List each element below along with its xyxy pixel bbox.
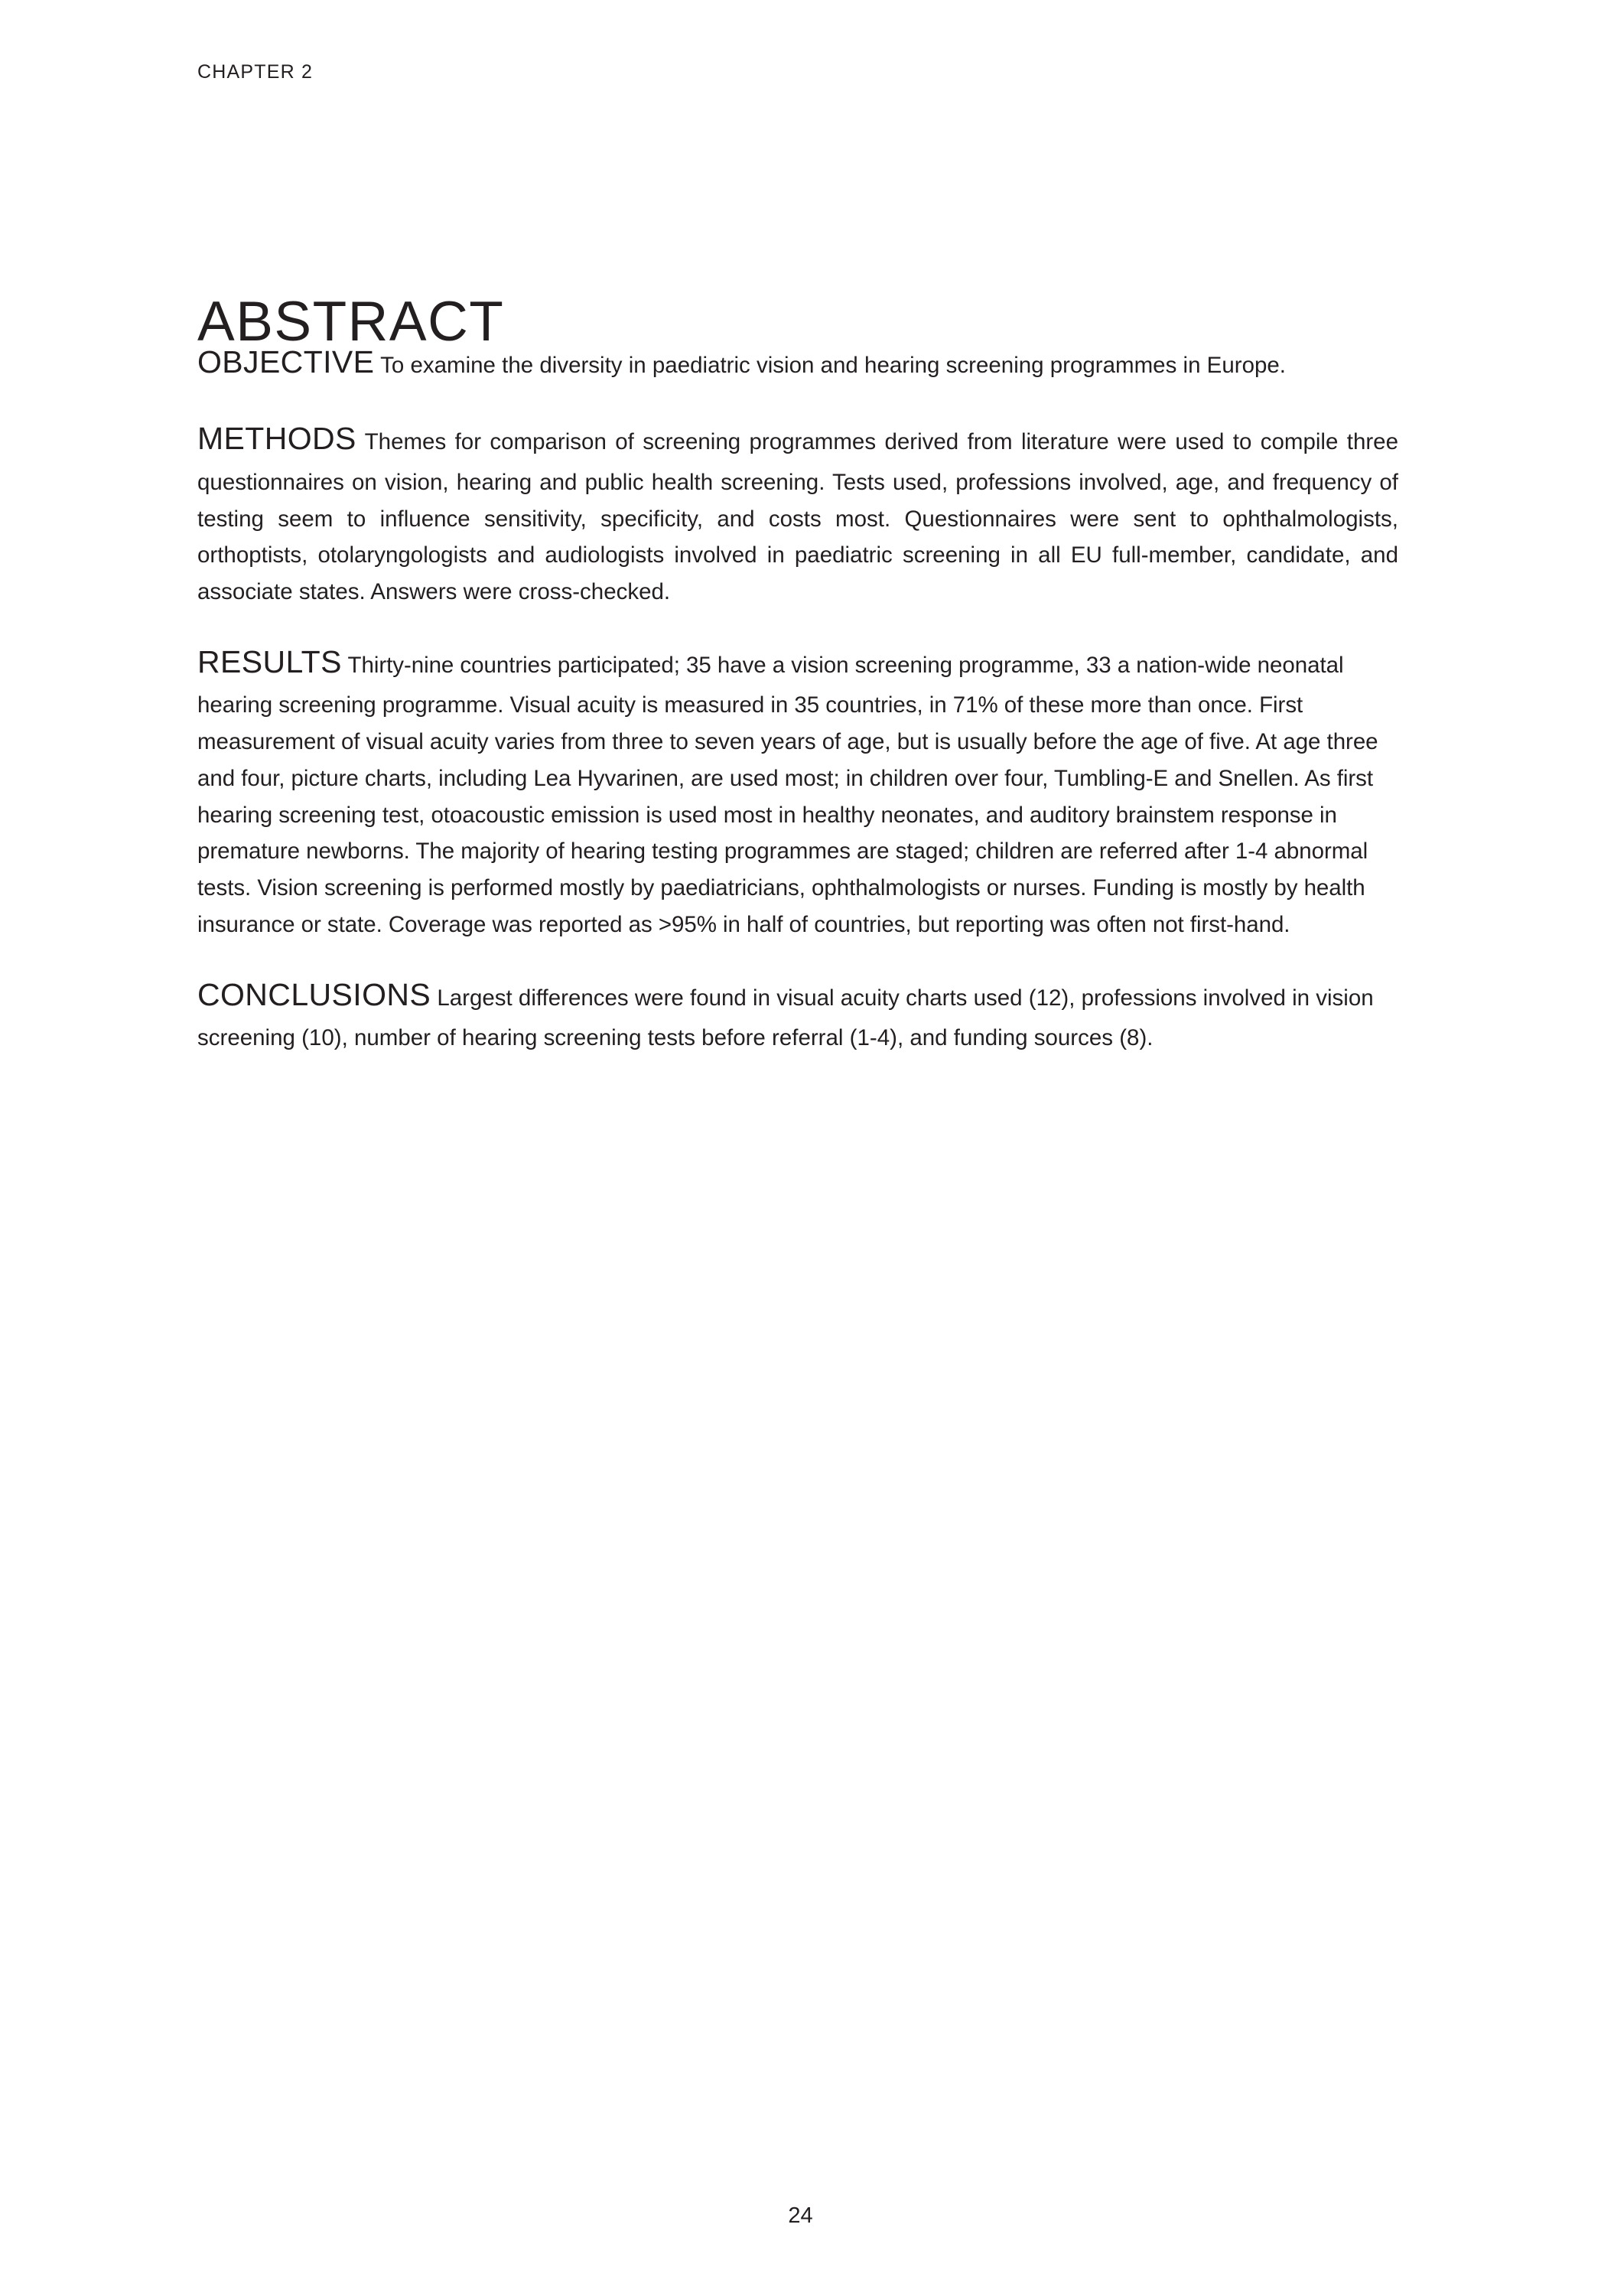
section-lead-objective: OBJECTIVE [197,344,375,379]
section-lead-methods: METHODS [197,421,356,457]
section-text-results: Thirty-nine countries participated; 35 have a vision screening programme, 33 a nation-wide neonatal hearing screening programme. Visual acuity is measured in 35 countries, in 71% of these more than once. First measurement of visual acuity varies from three to seven years of age, but is usually before the age of five. At age three and four, picture charts, including Lea Hyvarinen, are used most; in children over four, Tumbling-E and Snellen. As first hearing screening test, otoacoustic emission is used most in healthy neonates, and auditory brainstem response in premature newborns. The majority of hearing testing programmes are staged; children are referred after 1-4 abnormal tests. Vision screening is performed mostly by paediatricians, ophthalmologists or nurses. Funding is mostly by health insurance or state. Coverage was reported as >95% in half of countries, but reporting was often not first-hand. [197,652,1378,938]
page-number: 24 [788,2203,813,2228]
paragraph-results [197,637,1398,943]
section-lead-conclusions: CONCLUSIONS [197,976,431,1012]
section-text-methods: Themes for comparison of screening programmes derived from literature were used to compile three questionnaires on vision, hearing and public health screening. Tests used, professions involved, age, and frequency of testing seem to influence sensitivity, specificity, and costs most. Questionnaires were sent to ophthalmologists, orthoptists, otolaryngologists and audiologists involved in paediatric screening in all EU full-member, candidate, and associate states. Answers were cross-checked. [197,429,1398,605]
section-text-objective: To examine the diversity in paediatric vision and hearing screening programmes in Europe. [374,353,1287,378]
page-title: ABSTRACT [197,290,505,353]
paragraph-methods [197,413,1398,611]
abstract-body [197,337,1398,1057]
paragraph-conclusions [197,969,1398,1057]
paragraph-objective [197,337,1398,387]
section-lead-results: RESULTS [197,643,342,679]
running-head: CHAPTER 2 [197,61,314,83]
section-text-conclusions: Largest differences were found in visual acuity charts used (12), professions involved in vision screening (10), number of hearing screening tests before referral (1-4), and funding sources (8). [197,985,1374,1051]
